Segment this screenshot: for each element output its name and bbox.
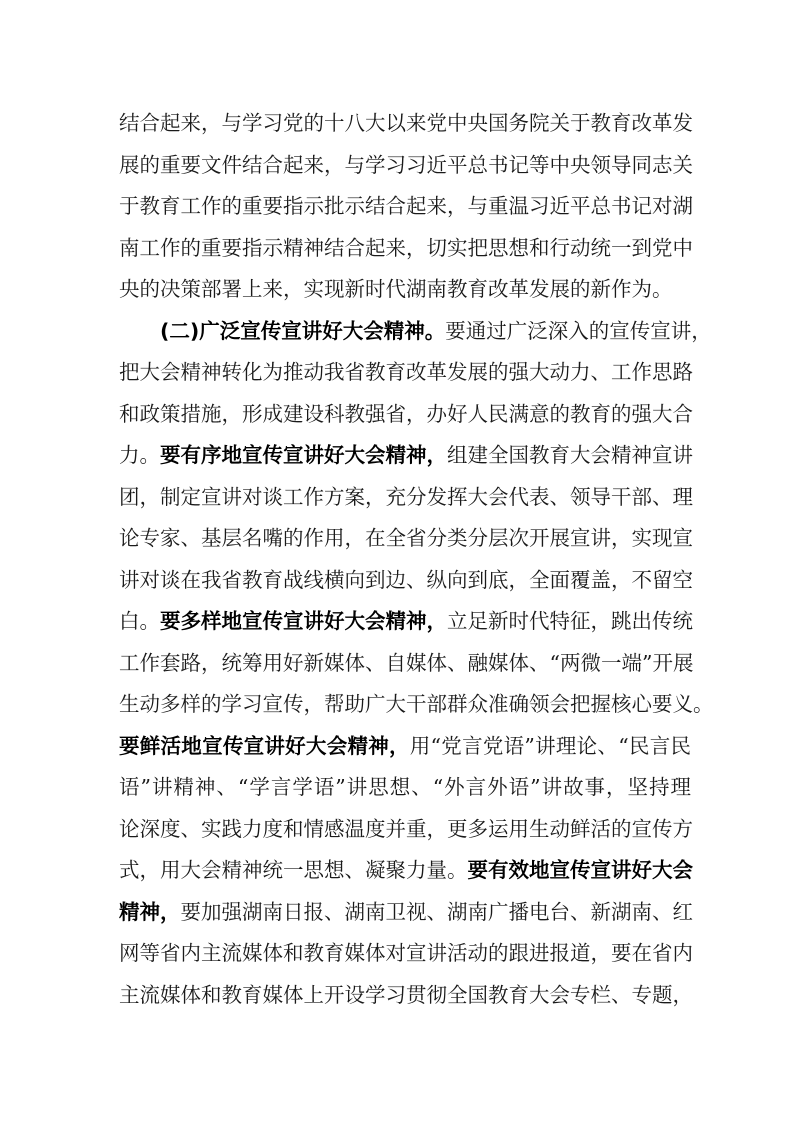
text-line <box>119 394 691 436</box>
text-line <box>119 518 691 560</box>
text-segment: 南工作的重要指示精神结合起来，切实把思想和行动统一到党中 <box>119 235 693 260</box>
text-segment: 式，用大会精神统一思想、凝聚力量。 <box>119 858 468 882</box>
text-line <box>119 103 691 145</box>
text-segment: 央的决策部署上来，实现新时代湖南教育改革发展的新作为。 <box>119 277 673 301</box>
text-segment: 要通过广泛深入的宣传宣讲， <box>445 318 712 343</box>
text-line <box>119 726 691 768</box>
text-segment: 白。 <box>119 609 160 633</box>
text-line <box>119 933 691 975</box>
text-line <box>119 145 691 187</box>
text-line <box>119 352 691 394</box>
text-line <box>119 809 691 851</box>
text-segment: 立足新时代特征，跳出传统 <box>447 609 693 633</box>
text-line <box>119 186 691 228</box>
text-line <box>119 228 691 270</box>
text-line <box>119 643 694 685</box>
text-segment: 把大会精神转化为推动我省教育改革发展的强大动力、工作思路 <box>119 360 693 384</box>
bold-text-segment: 精神， <box>119 899 181 924</box>
bold-text-segment: 要鲜活地宣传宣讲好大会精神， <box>119 733 410 758</box>
text-line <box>119 560 691 602</box>
text-segment: 要加强湖南日报、湖南卫视、湖南广播电台、新湖南、红 <box>180 899 693 924</box>
text-segment: 于教育工作的重要指示批示结合起来，与重温习近平总书记对湖 <box>119 194 693 218</box>
text-line <box>119 892 691 934</box>
text-segment: 力。 <box>119 443 160 467</box>
text-segment: 语”讲精神、“学言学语”讲思想、“外言外语”讲故事，坚持理 <box>119 775 691 799</box>
text-line <box>119 850 691 892</box>
text-line <box>119 601 691 643</box>
text-segment: 团，制定宣讲对谈工作方案，充分发挥大会代表、领导干部、理 <box>119 484 693 509</box>
text-segment: 用“党言党语”讲理论、“民言民 <box>409 733 691 758</box>
text-segment: 网等省内主流媒体和教育媒体对宣讲活动的跟进报道，要在省内 <box>119 941 693 965</box>
text-segment: 主流媒体和教育媒体上开设学习贯彻全国教育大会专栏、专题， <box>119 982 693 1007</box>
text-line <box>119 767 691 809</box>
text-segment: 讲对谈在我省教育战线横向到边、纵向到底，全面覆盖，不留空 <box>119 567 693 592</box>
text-segment: 论深度、实践力度和情感温度并重，更多运用生动鲜活的宣传方 <box>119 816 693 841</box>
text-segment: 生动多样的学习宣传，帮助广大干部群众准确领会把握核心要义。 <box>119 692 714 716</box>
text-line <box>119 975 691 1017</box>
text-line <box>119 435 691 477</box>
text-segment: 论专家、基层名嘴的作用，在全省分类分层次开展宣讲，实现宣 <box>119 526 693 550</box>
bold-text-segment: 要有序地宣传宣讲好大会精神， <box>160 443 447 467</box>
text-segment: 展的重要文件结合起来，与学习习近平总书记等中央领导同志关 <box>119 152 693 177</box>
text-line <box>119 311 712 353</box>
bold-text-segment: 要多样地宣传宣讲好大会精神， <box>160 609 447 633</box>
text-segment: 组建全国教育大会精神宣讲 <box>447 443 693 467</box>
text-line <box>119 269 691 311</box>
text-segment: 结合起来，与学习党的十八大以来党中央国务院关于教育改革发 <box>119 111 693 135</box>
document-body <box>119 103 714 1016</box>
text-line <box>119 684 714 726</box>
bold-text-segment: 要有效地宣传宣讲好大会 <box>467 858 693 882</box>
text-segment: 工作套路，统筹用好新媒体、自媒体、融媒体、“两微一端”开展 <box>119 650 694 675</box>
bold-text-segment: (二)广泛宣传宣讲好大会精神。 <box>160 318 446 343</box>
text-line <box>119 477 691 519</box>
text-segment: 和政策措施，形成建设科教强省，办好人民满意的教育的强大合 <box>119 401 693 426</box>
